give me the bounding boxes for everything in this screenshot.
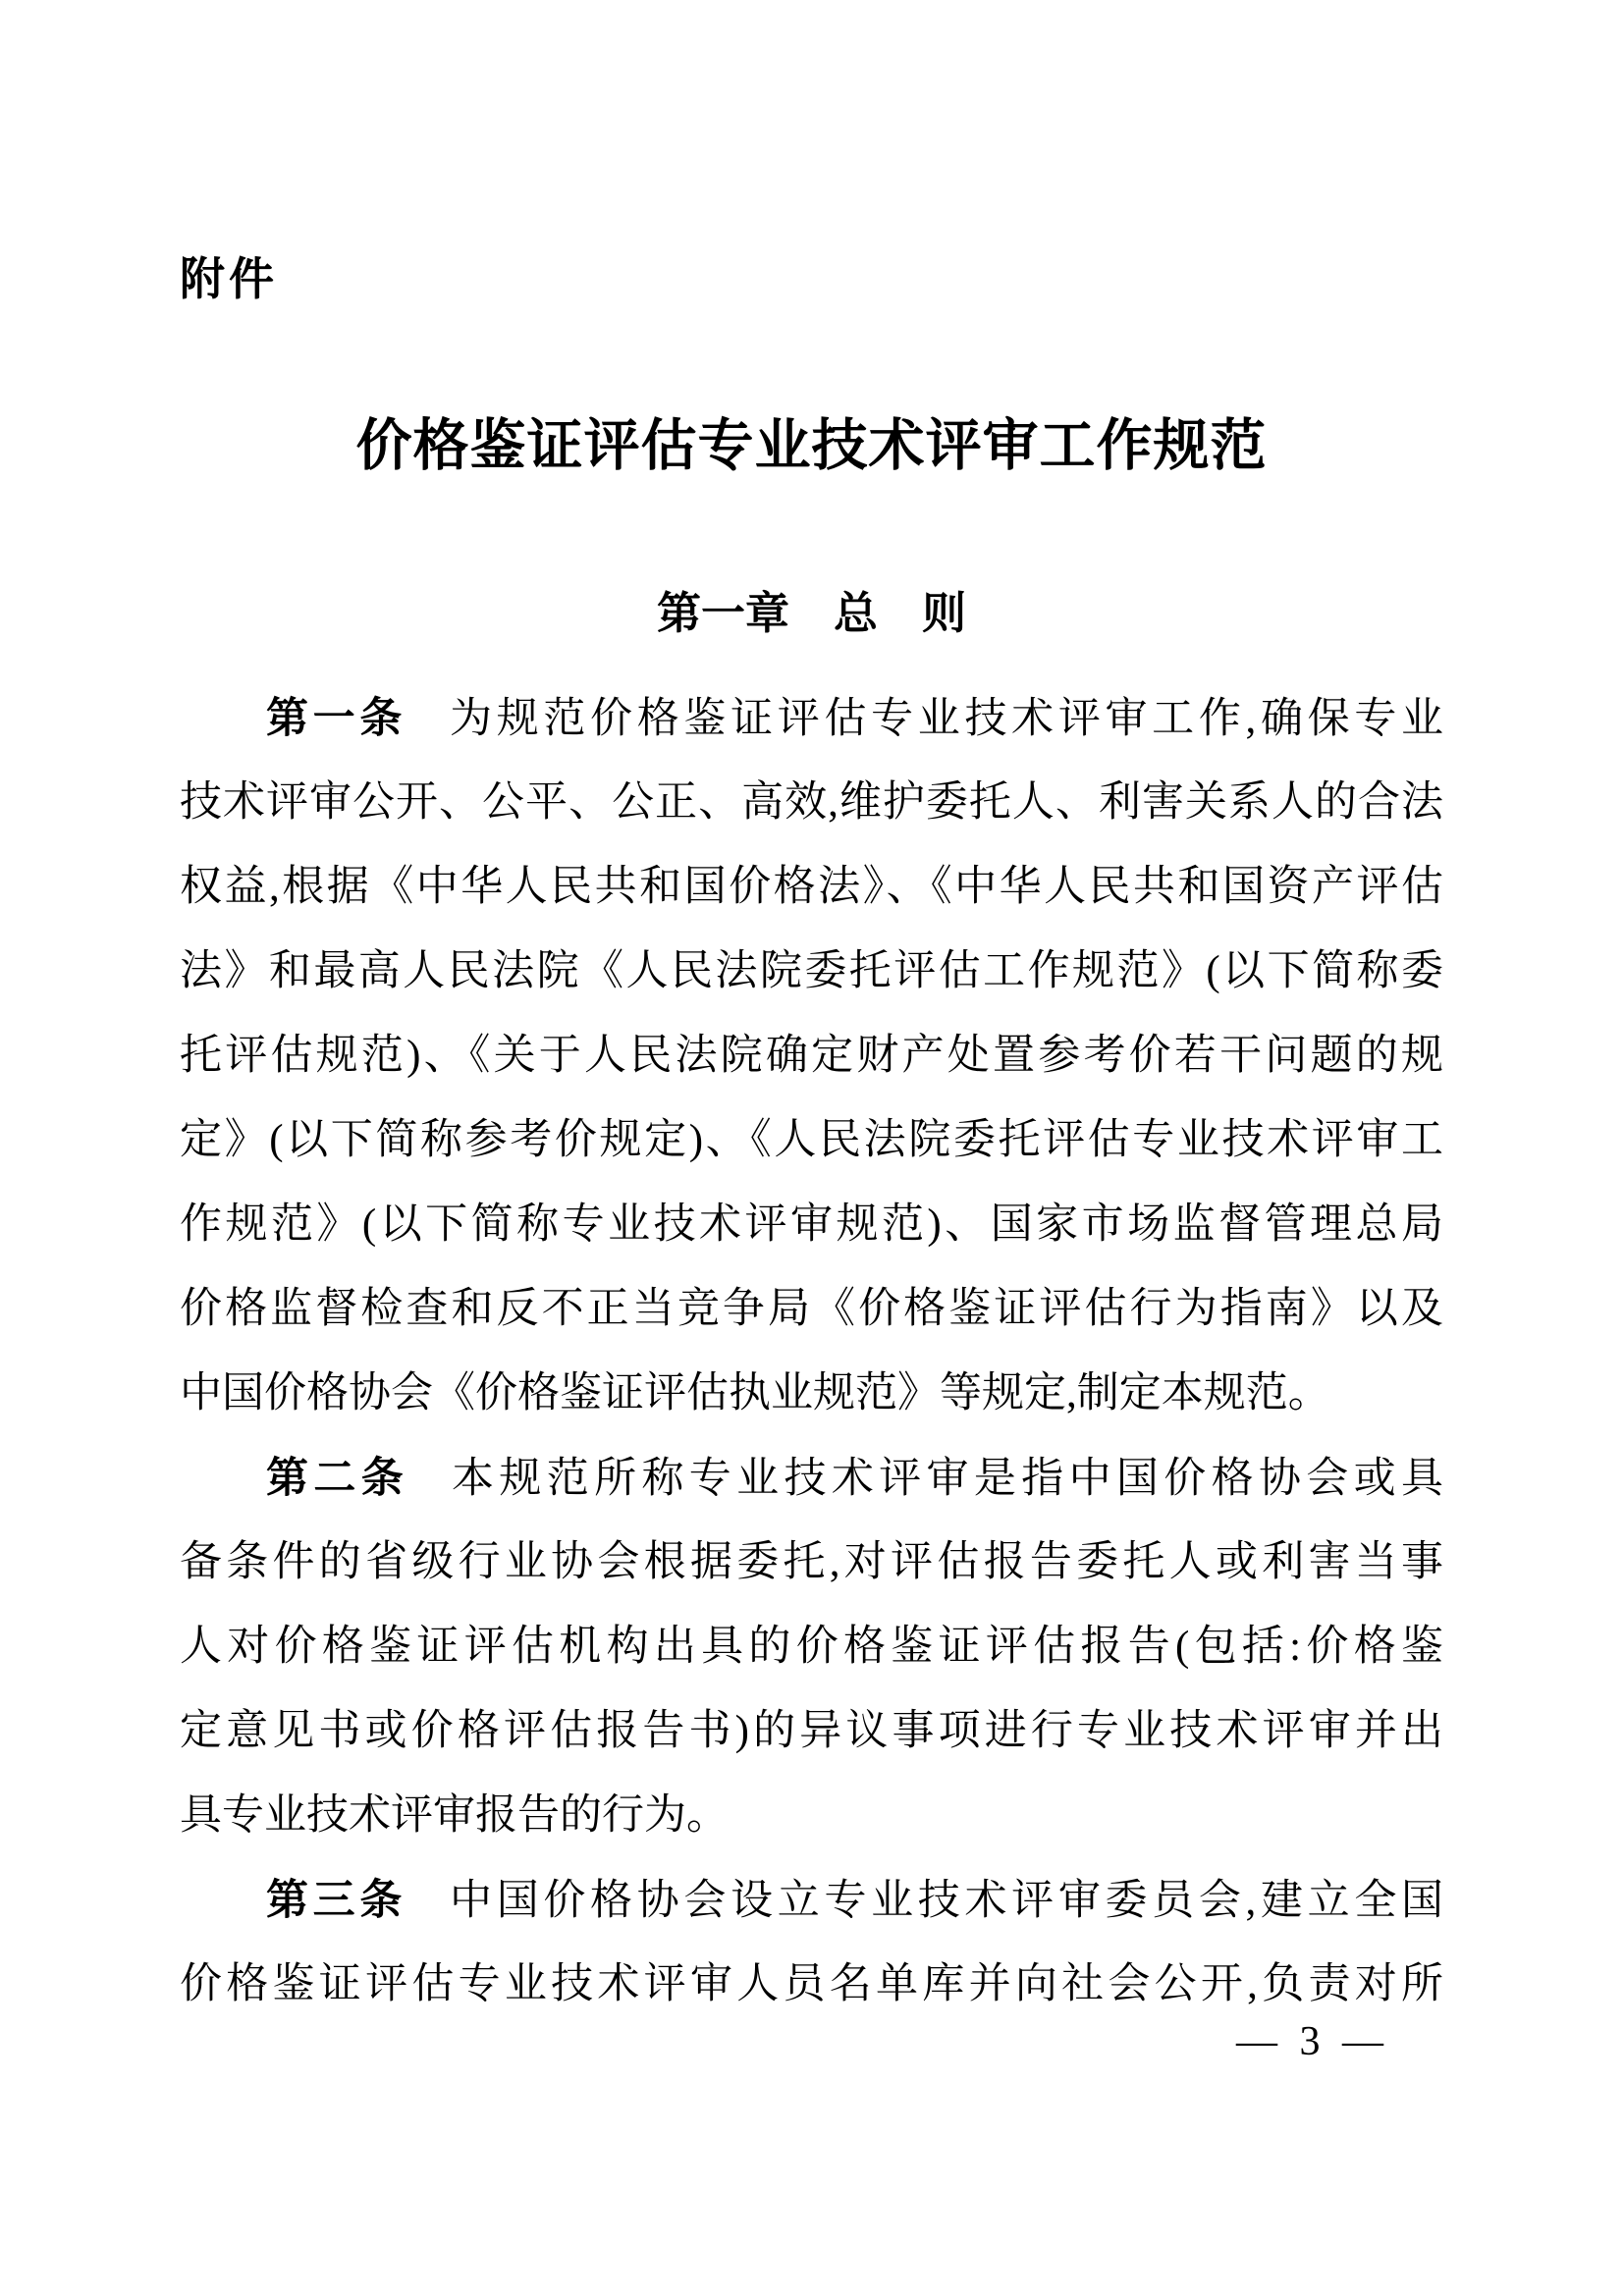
body-line [180, 1098, 1443, 1183]
body-line [180, 1858, 1443, 1943]
body-line [180, 761, 1443, 845]
body-line-text: 定》(以下简称参考价规定)、《人民法院委托评估专业技术评审工 [180, 1117, 1443, 1163]
body-line [180, 1183, 1443, 1267]
article-3-label: 第三条 [266, 1877, 407, 1924]
body-line-text: 定意见书或价格评估报告书)的异议事项进行专业技术评审并出 [180, 1708, 1443, 1754]
body-line-text: 托评估规范)、《关于人民法院确定财产处置参考价若干问题的规 [180, 1033, 1443, 1079]
body-line [180, 930, 1443, 1014]
page-number: — 3 — [1236, 2019, 1389, 2064]
article-1-label: 第一条 [266, 695, 407, 742]
body-line-text: 中国价格协会设立专业技术评审委员会,建立全国 [450, 1878, 1443, 1924]
article-2-label: 第二条 [266, 1455, 409, 1502]
chapter-heading: 第一章 总 则 [656, 588, 966, 638]
body-line [180, 1689, 1443, 1774]
attachment-label: 附件 [180, 253, 278, 304]
body-line-text: 作规范》(以下简称专业技术评审规范)、国家市场监督管理总局 [180, 1201, 1443, 1248]
body-line [180, 676, 1443, 761]
body-line [180, 1774, 1443, 1858]
body-line-text: 备条件的省级行业协会根据委托,对评估报告委托人或利害当事 [180, 1539, 1443, 1585]
body-line-text: 价格鉴证评估专业技术评审人员名单库并向社会公开,负责对所 [180, 1961, 1443, 2007]
body-line [180, 1605, 1443, 1689]
body-line [180, 1943, 1443, 2027]
body-line-text: 本规范所称专业技术评审是指中国价格协会或具 [452, 1456, 1444, 1502]
body-line [180, 845, 1443, 930]
body-line [180, 1521, 1443, 1605]
body-line [180, 1267, 1443, 1352]
body-line-text: 权益,根据《中华人民共和国价格法》、《中华人民共和国资产评估 [180, 864, 1443, 910]
body-line [180, 1014, 1443, 1098]
body-line-text: 法》和最高人民法院《人民法院委托评估工作规范》(以下简称委 [180, 948, 1443, 994]
document-body [180, 676, 1443, 2027]
body-line-text: 价格监督检查和反不正当竞争局《价格鉴证评估行为指南》以及 [180, 1286, 1443, 1332]
body-line-text: 技术评审公开、公平、公正、高效,维护委托人、利害关系人的合法 [180, 779, 1443, 826]
body-line [180, 1352, 1443, 1436]
body-line-text: 中国价格协会《价格鉴证评估执业规范》等规定,制定本规范。 [180, 1370, 1330, 1416]
body-line-text: 为规范价格鉴证评估专业技术评审工作,确保专业 [450, 696, 1443, 742]
body-line-text: 具专业技术评审报告的行为。 [180, 1792, 729, 1839]
body-line-text: 人对价格鉴证评估机构出具的价格鉴证评估报告(包括:价格鉴 [180, 1624, 1443, 1670]
document-title: 价格鉴证评估专业技术评审工作规范 [355, 415, 1268, 477]
body-line [180, 1436, 1443, 1521]
